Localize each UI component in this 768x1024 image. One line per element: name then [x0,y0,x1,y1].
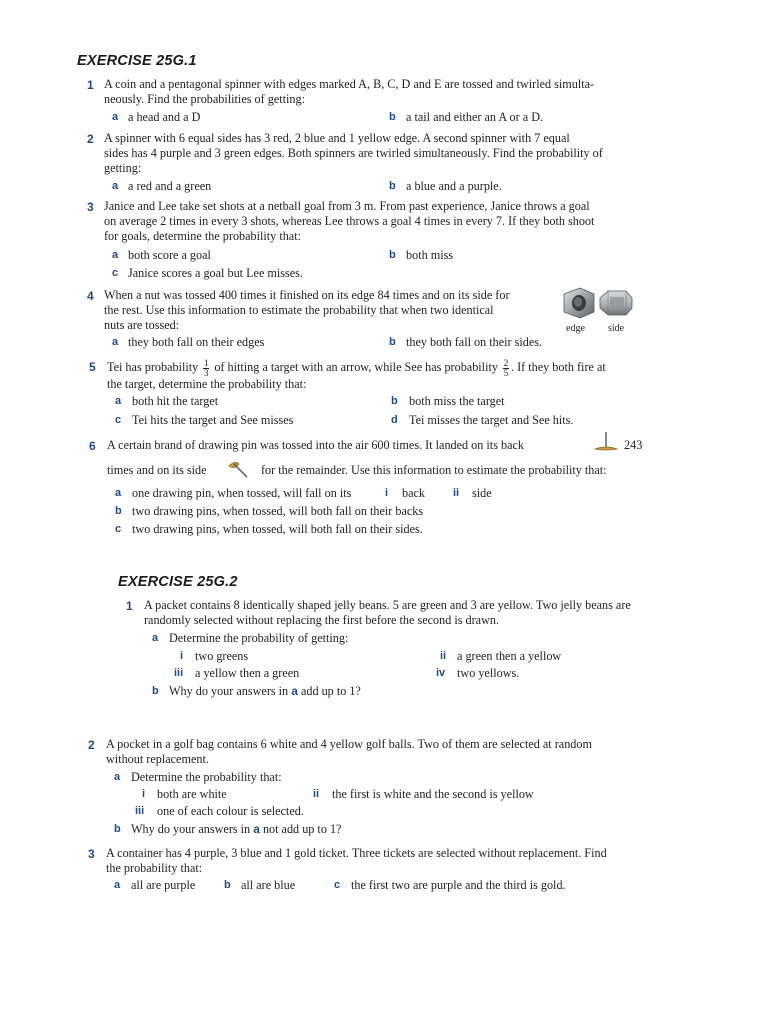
subpart-label: i [142,788,146,800]
question-text: neously. Find the probabilities of getting: [104,92,305,106]
question-number: 1 [87,78,94,92]
question-text: A packet contains 8 identically shaped jelly beans. 5 are green and 3 are yellow. Two jelly beans are [144,598,631,612]
question-number: 5 [89,360,96,374]
part-text: Tei misses the target and See hits. [409,413,574,427]
part-text: they both fall on their sides. [406,335,543,349]
part-text: they both fall on their edges [128,335,265,349]
fraction [203,359,209,378]
part-text: all are blue [241,878,296,892]
part-text: the first two are purple and the third is gold. [351,878,566,892]
question-text: the probability that: [106,861,203,875]
part-label: d [391,414,398,426]
subpart-text: two greens [195,649,249,663]
question-text-with-fractions [107,356,606,378]
question-text: Tei has probability [107,360,199,374]
part-text: a blue and a purple. [406,179,502,193]
part-label: c [334,879,341,891]
nut-images-icon [560,286,634,320]
part-label: a [112,249,119,261]
question-text: Janice and Lee take set shots at a netball goal from 3 m. From past experience, Janice throws a goal [104,199,590,213]
part-text: two drawing pins, when tossed, will both fall on their backs [132,504,424,518]
question-text: randomly selected without replacing the first before the second is drawn. [144,613,500,627]
part-label: c [115,414,122,426]
fraction [503,359,509,378]
subpart-label: iii [174,667,184,679]
question-number: 4 [87,289,94,303]
part-text: both miss the target [409,394,505,408]
question-text: A pocket in a golf bag contains 6 white and 4 yellow golf balls. Two of them are selected at random [106,737,592,751]
question-number: 2 [88,738,95,752]
part-text [169,684,361,699]
pin-on-back-icon [592,430,620,452]
part-text: both hit the target [132,394,219,408]
fraction-denominator: 5 [503,367,509,378]
part-text-pre: Why do your answers in [131,822,251,836]
subpart-text: both are white [157,787,227,801]
part-label: a [114,879,121,891]
subpart-label: ii [440,650,447,662]
part-label: b [389,111,396,123]
subpart-text: a yellow then a green [195,666,300,680]
part-text: both score a goal [128,248,211,262]
question-text: sides has 4 purple and 3 green edges. Both spinners are twirled simultaneously. Find the probability of [104,146,603,160]
subpart-label: ii [453,487,460,499]
subpart-text: back [402,486,426,500]
part-label: a [152,632,159,644]
subpart-label: i [180,650,184,662]
part-text: Tei hits the target and See misses [132,413,294,427]
part-text: Janice scores a goal but Lee misses. [128,266,303,280]
part-text: one drawing pin, when tossed, will fall on its [132,486,352,500]
question-text: A spinner with 6 equal sides has 3 red, 2 blue and 1 yellow edge. A second spinner with 7 equal [104,131,570,145]
question-text: A certain brand of drawing pin was tossed into the air 600 times. It landed on its back [107,438,524,452]
fraction-numerator: 1 [204,357,209,368]
part-label: c [115,523,122,535]
question-number: 2 [87,132,94,146]
question-text: A container has 4 purple, 3 blue and 1 gold ticket. Three tickets are selected without replacement. Find [106,846,607,860]
subpart-label: i [385,487,389,499]
part-text: all are purple [131,878,196,892]
question-text: without replacement. [106,752,209,766]
exercise-title: EXERCISE 25G.1 [77,53,197,69]
part-label: a [114,771,121,783]
part-text-pre: Why do your answers in [169,684,289,698]
part-label: b [152,685,159,697]
subpart-text: side [472,486,492,500]
part-reference: a [253,822,260,836]
question-text: . If they both fire at [511,360,606,374]
part-text [131,822,341,837]
part-label: b [391,395,398,407]
subpart-label: ii [313,788,320,800]
part-label: b [389,336,396,348]
part-text-post: add up to 1? [300,684,361,698]
question-text: for goals, determine the probability that: [104,229,301,243]
question-text: of hitting a target with an arrow, while See has probability [214,360,498,374]
question-text: getting: [104,161,142,175]
question-text: the target, determine the probability that: [107,377,307,391]
question-text: When a nut was tossed 400 times it finished on its edge 84 times and on its side for [104,288,510,302]
subpart-label: iii [135,805,145,817]
subpart-text: the first is white and the second is yellow [332,787,534,801]
part-label: c [112,267,119,279]
part-text: a head and a D [128,110,201,124]
part-label: b [224,879,231,891]
part-label: a [115,395,122,407]
question-text: 243 [624,438,643,452]
question-number: 1 [126,599,133,613]
subpart-label: iv [436,667,446,679]
part-label: a [112,336,119,348]
question-text: for the remainder. Use this information to estimate the probability that: [261,463,607,477]
part-text: two drawing pins, when tossed, will both fall on their sides. [132,522,423,536]
part-text: both miss [406,248,454,262]
part-label: a [112,111,119,123]
question-number: 3 [88,847,95,861]
question-text: times and on its side [107,463,207,477]
part-label: b [389,180,396,192]
exercise-title: EXERCISE 25G.2 [118,574,238,590]
question-text: nuts are tossed: [104,318,180,332]
part-label: b [115,505,122,517]
part-text: a red and a green [128,179,212,193]
question-text: A coin and a pentagonal spinner with edges marked A, B, C, D and E are tossed and twirled simulta- [104,77,595,91]
part-reference: a [291,684,298,698]
part-label: a [112,180,119,192]
part-label: b [389,249,396,261]
part-text: a tail and either an A or a D. [406,110,544,124]
question-text: on average 2 times in every 3 shots, whereas Lee throws a goal 4 times in every 7. If they both shoot [104,214,595,228]
part-text-post: not add up to 1? [262,822,342,836]
part-label: b [114,823,121,835]
subpart-text: a green then a yellow [457,649,562,663]
subpart-text: one of each colour is selected. [157,804,304,818]
fraction-numerator: 2 [503,357,509,368]
pin-on-side-icon [226,458,250,480]
part-text: Determine the probability that: [131,770,282,784]
question-number: 3 [87,200,94,214]
part-label: a [115,487,122,499]
part-text: Determine the probability of getting: [169,631,349,645]
question-text: the rest. Use this information to estimate the probability that when two identical [104,303,494,317]
subpart-text: two yellows. [457,666,520,680]
question-number: 6 [89,439,96,453]
fraction-denominator: 3 [204,367,209,378]
edge-caption: edge [566,323,585,334]
side-caption: side [608,323,625,334]
